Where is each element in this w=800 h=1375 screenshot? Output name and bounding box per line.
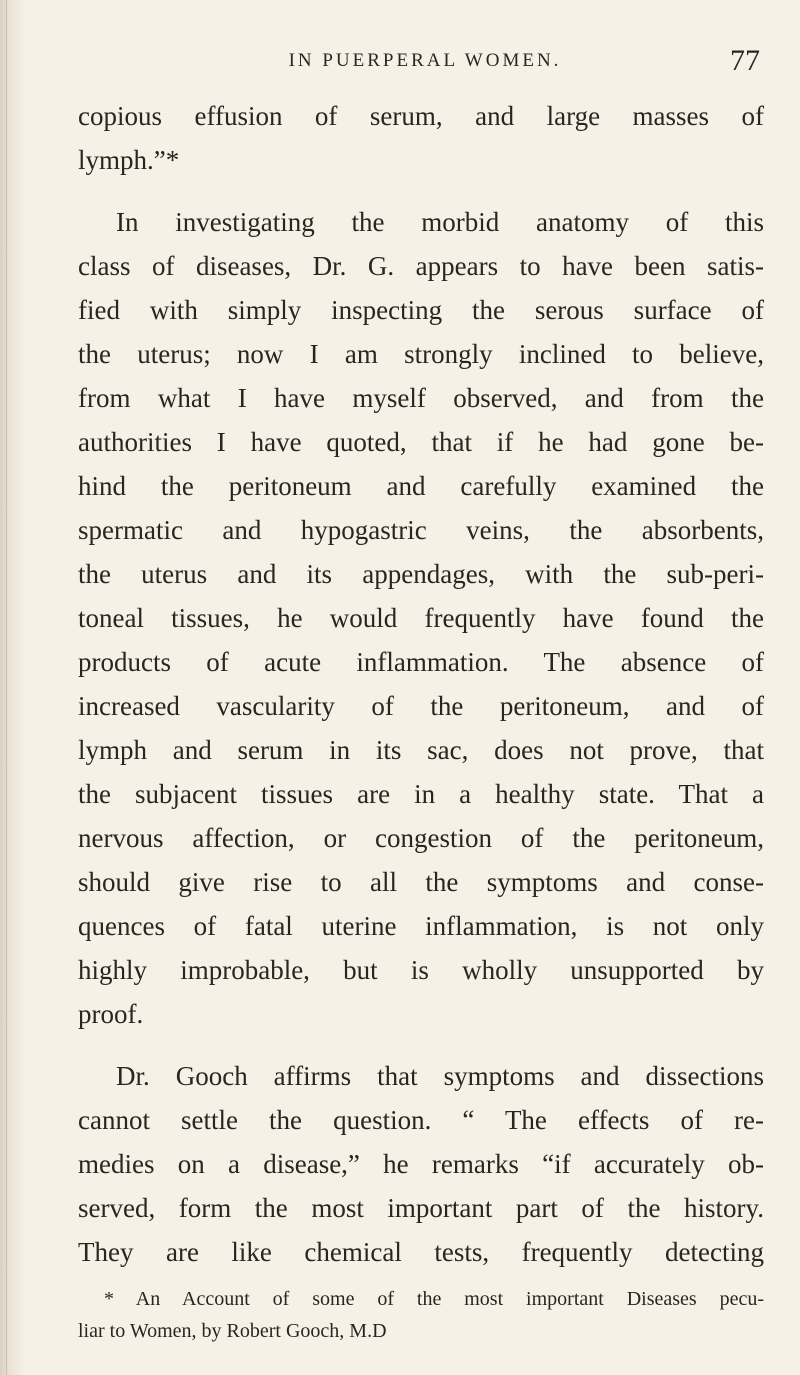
text-line: should give rise to all the symptoms and conse-: [78, 867, 764, 897]
text-line: They are like chemical tests, frequently detecting: [78, 1237, 764, 1267]
text-line: proof.: [78, 999, 144, 1029]
text-line: served, form the most important part of the history.: [78, 1193, 764, 1223]
text-line: increased vascularity of the peritoneum, and of: [78, 691, 764, 721]
text-line: the uterus; now I am strongly inclined to believe,: [78, 339, 764, 369]
footnote-line: liar to Women, by Robert Gooch, M.D: [78, 1320, 387, 1342]
page-header: [90, 44, 760, 84]
text-line: products of acute inflammation. The absence of: [78, 647, 764, 677]
text-line: fied with simply inspecting the serous surface of: [78, 295, 764, 325]
book-gutter: [0, 0, 26, 1375]
paragraph: [78, 94, 764, 182]
text-line: In investigating the morbid anatomy of this: [116, 207, 764, 237]
text-line: the uterus and its appendages, with the sub-peri-: [78, 559, 764, 589]
text-line: Dr. Gooch affirms that symptoms and dissections: [116, 1061, 764, 1091]
text-line: toneal tissues, he would frequently have found the: [78, 603, 764, 633]
text-line: from what I have myself observed, and from the: [78, 383, 764, 413]
text-line: the subjacent tissues are in a healthy state. That a: [78, 779, 764, 809]
text-line: copious effusion of serum, and large masses of: [78, 101, 764, 131]
text-line: highly improbable, but is wholly unsupported by: [78, 955, 764, 985]
text-line: spermatic and hypogastric veins, the absorbents,: [78, 515, 764, 545]
paragraph: [78, 200, 764, 1036]
text-line: quences of fatal uterine inflammation, is not only: [78, 911, 764, 941]
footnote: [78, 1283, 764, 1347]
text-line: medies on a disease,” he remarks “if accurately ob-: [78, 1149, 764, 1179]
body-text: [78, 94, 764, 1274]
text-line: authorities I have quoted, that if he had gone be-: [78, 427, 764, 457]
text-line: lymph.”*: [78, 145, 180, 175]
page-number: 77: [730, 44, 760, 77]
running-head: IN PUERPERAL WOMEN.: [288, 50, 562, 71]
text-line: hind the peritoneum and carefully examined the: [78, 471, 764, 501]
text-line: class of diseases, Dr. G. appears to have been satis-: [78, 251, 764, 281]
footnote-line: * An Account of some of the most important Diseases pecu-: [104, 1288, 764, 1310]
text-line: nervous affection, or congestion of the peritoneum,: [78, 823, 764, 853]
paragraph: [78, 1054, 764, 1274]
text-line: cannot settle the question. “ The effects of re-: [78, 1105, 764, 1135]
text-line: lymph and serum in its sac, does not prove, that: [78, 735, 764, 765]
